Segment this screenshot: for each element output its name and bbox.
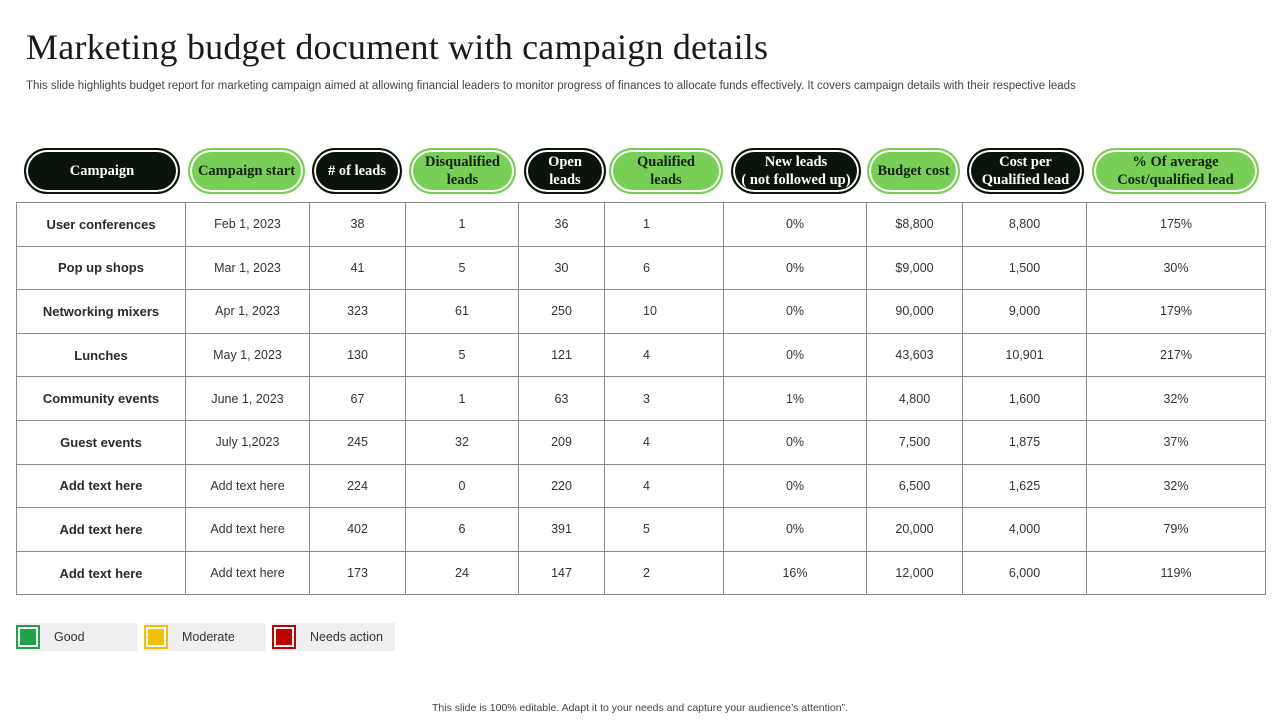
header-of-leads: # of leads <box>312 148 402 194</box>
table-row <box>17 246 1266 290</box>
cell-campaign: Lunches <box>17 333 186 377</box>
cell-campaign-start: Feb 1, 2023 <box>186 203 310 247</box>
header-open-leads: Open leads <box>524 148 606 194</box>
cell-new-leads-not-followed-up: 0% <box>724 246 867 290</box>
cell-of-leads: 224 <box>310 464 406 508</box>
cell-campaign: Community events <box>17 377 186 421</box>
cell-open-leads: 250 <box>519 290 605 334</box>
cell-qualified-leads: 4 <box>605 464 724 508</box>
table-row <box>17 508 1266 552</box>
header-campaign-start: Campaign start <box>188 148 305 194</box>
header-qualified-leads: Qualified leads <box>609 148 723 194</box>
legend-swatch <box>144 625 168 649</box>
cell-campaign: Add text here <box>17 551 186 595</box>
legend-label: Needs action <box>310 630 383 644</box>
table-row <box>17 290 1266 334</box>
cell-of-leads: 323 <box>310 290 406 334</box>
cell-open-leads: 391 <box>519 508 605 552</box>
cell-budget-cost: $8,800 <box>867 203 963 247</box>
cell-budget-cost: 12,000 <box>867 551 963 595</box>
cell-budget-cost: 90,000 <box>867 290 963 334</box>
header-campaign: Campaign <box>24 148 180 194</box>
cell-disqualified-leads: 24 <box>406 551 519 595</box>
cell-open-leads: 30 <box>519 246 605 290</box>
cell-campaign: Guest events <box>17 420 186 464</box>
cell-disqualified-leads: 1 <box>406 377 519 421</box>
cell-budget-cost: 20,000 <box>867 508 963 552</box>
cell-of-leads: 130 <box>310 333 406 377</box>
cell-campaign: User conferences <box>17 203 186 247</box>
cell-new-leads-not-followed-up: 0% <box>724 290 867 334</box>
cell-qualified-leads: 6 <box>605 246 724 290</box>
cell-of-leads: 402 <box>310 508 406 552</box>
cell-of-average-cost-qualified-lead: 217% <box>1087 333 1266 377</box>
cell-qualified-leads: 4 <box>605 420 724 464</box>
cell-new-leads-not-followed-up: 0% <box>724 333 867 377</box>
cell-campaign: Pop up shops <box>17 246 186 290</box>
legend-label: Moderate <box>182 630 235 644</box>
cell-campaign-start: Apr 1, 2023 <box>186 290 310 334</box>
legend-swatch <box>272 625 296 649</box>
cell-disqualified-leads: 5 <box>406 333 519 377</box>
header-of-average-cost-qualified-lead: % Of average Cost/qualified lead <box>1092 148 1259 194</box>
cell-cost-per-qualified-lead: 10,901 <box>963 333 1087 377</box>
cell-of-leads: 41 <box>310 246 406 290</box>
cell-disqualified-leads: 0 <box>406 464 519 508</box>
cell-cost-per-qualified-lead: 8,800 <box>963 203 1087 247</box>
cell-of-average-cost-qualified-lead: 32% <box>1087 464 1266 508</box>
cell-disqualified-leads: 1 <box>406 203 519 247</box>
cell-of-average-cost-qualified-lead: 119% <box>1087 551 1266 595</box>
cell-campaign-start: Add text here <box>186 508 310 552</box>
campaign-table <box>16 202 1266 595</box>
cell-open-leads: 147 <box>519 551 605 595</box>
cell-campaign-start: Mar 1, 2023 <box>186 246 310 290</box>
legend-item-moderate <box>144 623 266 651</box>
cell-cost-per-qualified-lead: 9,000 <box>963 290 1087 334</box>
table-row <box>17 203 1266 247</box>
cell-budget-cost: 7,500 <box>867 420 963 464</box>
cell-budget-cost: 6,500 <box>867 464 963 508</box>
cell-of-average-cost-qualified-lead: 30% <box>1087 246 1266 290</box>
cell-cost-per-qualified-lead: 6,000 <box>963 551 1087 595</box>
table-row <box>17 333 1266 377</box>
cell-disqualified-leads: 5 <box>406 246 519 290</box>
cell-open-leads: 220 <box>519 464 605 508</box>
cell-cost-per-qualified-lead: 1,875 <box>963 420 1087 464</box>
cell-of-average-cost-qualified-lead: 79% <box>1087 508 1266 552</box>
cell-new-leads-not-followed-up: 0% <box>724 464 867 508</box>
legend-swatch <box>16 625 40 649</box>
cell-qualified-leads: 1 <box>605 203 724 247</box>
cell-campaign: Networking mixers <box>17 290 186 334</box>
cell-qualified-leads: 5 <box>605 508 724 552</box>
cell-new-leads-not-followed-up: 0% <box>724 203 867 247</box>
cell-open-leads: 63 <box>519 377 605 421</box>
legend-label: Good <box>54 630 85 644</box>
cell-of-average-cost-qualified-lead: 32% <box>1087 377 1266 421</box>
cell-of-average-cost-qualified-lead: 175% <box>1087 203 1266 247</box>
slide-subtitle: This slide highlights budget report for marketing campaign aimed at allowing financial leaders to monitor progress of finances to allocate funds effectively. It covers campaign details with their respective leads <box>26 80 1076 92</box>
cell-campaign-start: July 1,2023 <box>186 420 310 464</box>
table-row <box>17 551 1266 595</box>
cell-campaign: Add text here <box>17 464 186 508</box>
cell-of-leads: 38 <box>310 203 406 247</box>
cell-disqualified-leads: 32 <box>406 420 519 464</box>
cell-budget-cost: 43,603 <box>867 333 963 377</box>
cell-campaign: Add text here <box>17 508 186 552</box>
cell-qualified-leads: 10 <box>605 290 724 334</box>
cell-new-leads-not-followed-up: 16% <box>724 551 867 595</box>
cell-of-leads: 173 <box>310 551 406 595</box>
cell-disqualified-leads: 6 <box>406 508 519 552</box>
cell-new-leads-not-followed-up: 1% <box>724 377 867 421</box>
cell-of-leads: 245 <box>310 420 406 464</box>
cell-disqualified-leads: 61 <box>406 290 519 334</box>
cell-budget-cost: $9,000 <box>867 246 963 290</box>
header-disqualified-leads: Disqualified leads <box>409 148 516 194</box>
slide-title: Marketing budget document with campaign details <box>26 27 769 67</box>
legend-item-good <box>16 623 137 651</box>
cell-budget-cost: 4,800 <box>867 377 963 421</box>
cell-campaign-start: June 1, 2023 <box>186 377 310 421</box>
cell-new-leads-not-followed-up: 0% <box>724 508 867 552</box>
cell-open-leads: 36 <box>519 203 605 247</box>
cell-campaign-start: May 1, 2023 <box>186 333 310 377</box>
header-cost-per-qualified-lead: Cost per Qualified lead <box>967 148 1084 194</box>
cell-qualified-leads: 4 <box>605 333 724 377</box>
cell-open-leads: 209 <box>519 420 605 464</box>
cell-open-leads: 121 <box>519 333 605 377</box>
cell-new-leads-not-followed-up: 0% <box>724 420 867 464</box>
footer-note: This slide is 100% editable. Adapt it to your needs and capture your audience’s attention”. <box>432 702 848 714</box>
cell-cost-per-qualified-lead: 1,625 <box>963 464 1087 508</box>
table-row <box>17 420 1266 464</box>
header-budget-cost: Budget cost <box>867 148 960 194</box>
cell-cost-per-qualified-lead: 1,500 <box>963 246 1087 290</box>
header-new-leads-not-followed-up: New leads ( not followed up) <box>731 148 861 194</box>
cell-campaign-start: Add text here <box>186 551 310 595</box>
cell-of-leads: 67 <box>310 377 406 421</box>
cell-qualified-leads: 2 <box>605 551 724 595</box>
table-row <box>17 464 1266 508</box>
cell-cost-per-qualified-lead: 4,000 <box>963 508 1087 552</box>
cell-qualified-leads: 3 <box>605 377 724 421</box>
table-row <box>17 377 1266 421</box>
cell-cost-per-qualified-lead: 1,600 <box>963 377 1087 421</box>
cell-of-average-cost-qualified-lead: 37% <box>1087 420 1266 464</box>
cell-campaign-start: Add text here <box>186 464 310 508</box>
cell-of-average-cost-qualified-lead: 179% <box>1087 290 1266 334</box>
legend-item-needs-action <box>272 623 395 651</box>
